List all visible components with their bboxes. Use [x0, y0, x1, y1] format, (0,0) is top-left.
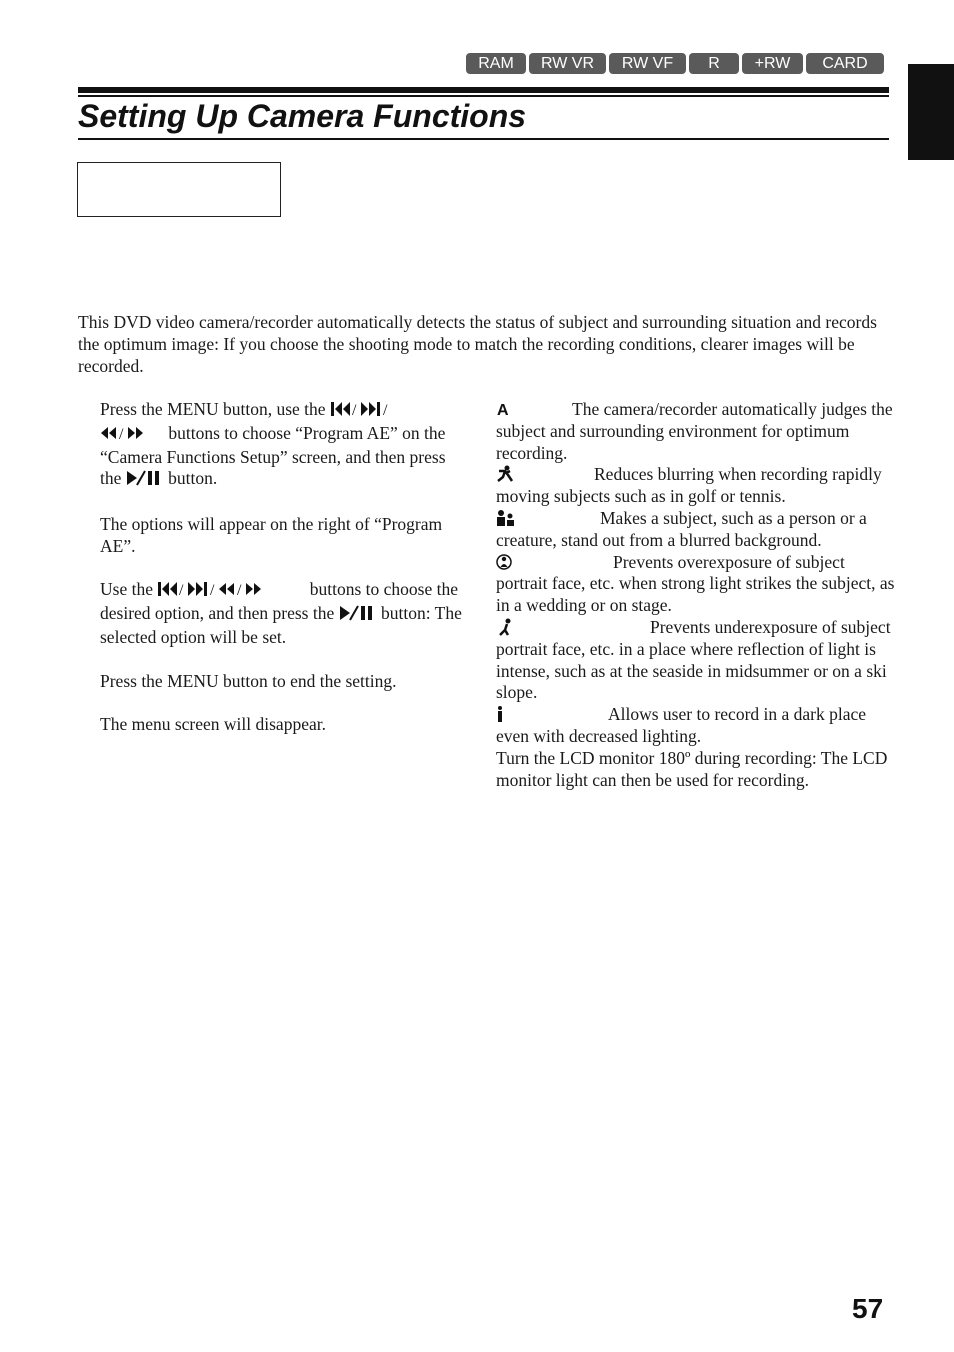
steps-column: [100, 399, 462, 758]
svg-text:/: /: [119, 425, 124, 441]
mode-sports: Reduces blurring when recording rapidly moving subjects such as in golf or tennis.: [496, 464, 882, 507]
mode-spotlight: Prevents overexposure of subject portrait face, etc. when strong light strikes the subject, as in a wedding or on stage.: [496, 551, 895, 616]
svg-text:/: /: [237, 582, 242, 598]
svg-text:/: /: [382, 402, 388, 417]
auto-icon: [496, 400, 514, 418]
mode-portrait: Makes a subject, such as a person or a creature, stand out from a blurred background.: [496, 507, 867, 550]
step-1: Press the MENU button, use the / / / buttons to choose “Program AE” on the “Camera Functions Setup” screen, and then press the button.: [100, 399, 462, 492]
intro-paragraph: This DVD video camera/recorder automatically detects the status of subject and surrounding situation and records the optimum image: If you choose the shooting mode to match the recording conditions, clearer images will be recorded.: [78, 312, 877, 376]
nav-buttons-icon: [157, 581, 305, 603]
skip-buttons-icon: [330, 401, 406, 423]
mode-low-light: Allows user to record in a dark place even with decreased lighting.: [496, 704, 867, 746]
title-rule-thick: [78, 87, 889, 93]
badge-r: R: [689, 53, 739, 74]
modes-column: [496, 399, 896, 791]
mode-auto: A The camera/recorder automatically judges the subject and surrounding environment for optimum recording.: [496, 399, 893, 463]
step-1-note: The options will appear on the right of “Program AE”.: [100, 513, 443, 556]
play-pause-icon-2: [339, 605, 377, 627]
rew-ff-icon: [100, 425, 164, 447]
empty-label-box: [77, 162, 281, 217]
svg-text:A: A: [497, 402, 509, 418]
step-2: Use the / / / buttons to choose the desired option, and then press the button: The selected option will be set.: [100, 579, 462, 647]
svg-text:/: /: [210, 582, 215, 598]
badge-card: CARD: [806, 53, 884, 74]
title-rule-bottom: [78, 138, 889, 140]
step-3: Press the MENU button to end the setting.: [100, 670, 397, 691]
badge-rw-vf: RW VF: [609, 53, 686, 74]
page-number: 57: [852, 1293, 884, 1324]
svg-text:/: /: [351, 402, 357, 417]
low-light-icon: [496, 705, 514, 723]
svg-text:/: /: [179, 582, 184, 598]
sports-icon: [496, 465, 514, 483]
step-3-note: The menu screen will disappear.: [100, 714, 326, 735]
section-tab: [908, 64, 954, 160]
mode-sand-snow: Prevents underexposure of subject portrait face, etc. in a place where reflection of light is intense, such as at the seaside in midsummer or on a ski slope.: [496, 616, 891, 703]
badge-plus-rw: +RW: [742, 53, 803, 74]
badge-rw-vr: RW VR: [529, 53, 606, 74]
page-title: Setting Up Camera Functions: [78, 98, 527, 134]
lcd-note: Turn the LCD monitor 180º during recording: The LCD monitor light can then be used for recording.: [496, 747, 888, 790]
sand-snow-icon: [496, 618, 514, 636]
disc-type-badges: [466, 53, 884, 74]
spotlight-icon: [496, 553, 514, 571]
play-pause-icon: [126, 470, 164, 492]
badge-ram: RAM: [466, 53, 526, 74]
portrait-icon: [496, 509, 514, 527]
